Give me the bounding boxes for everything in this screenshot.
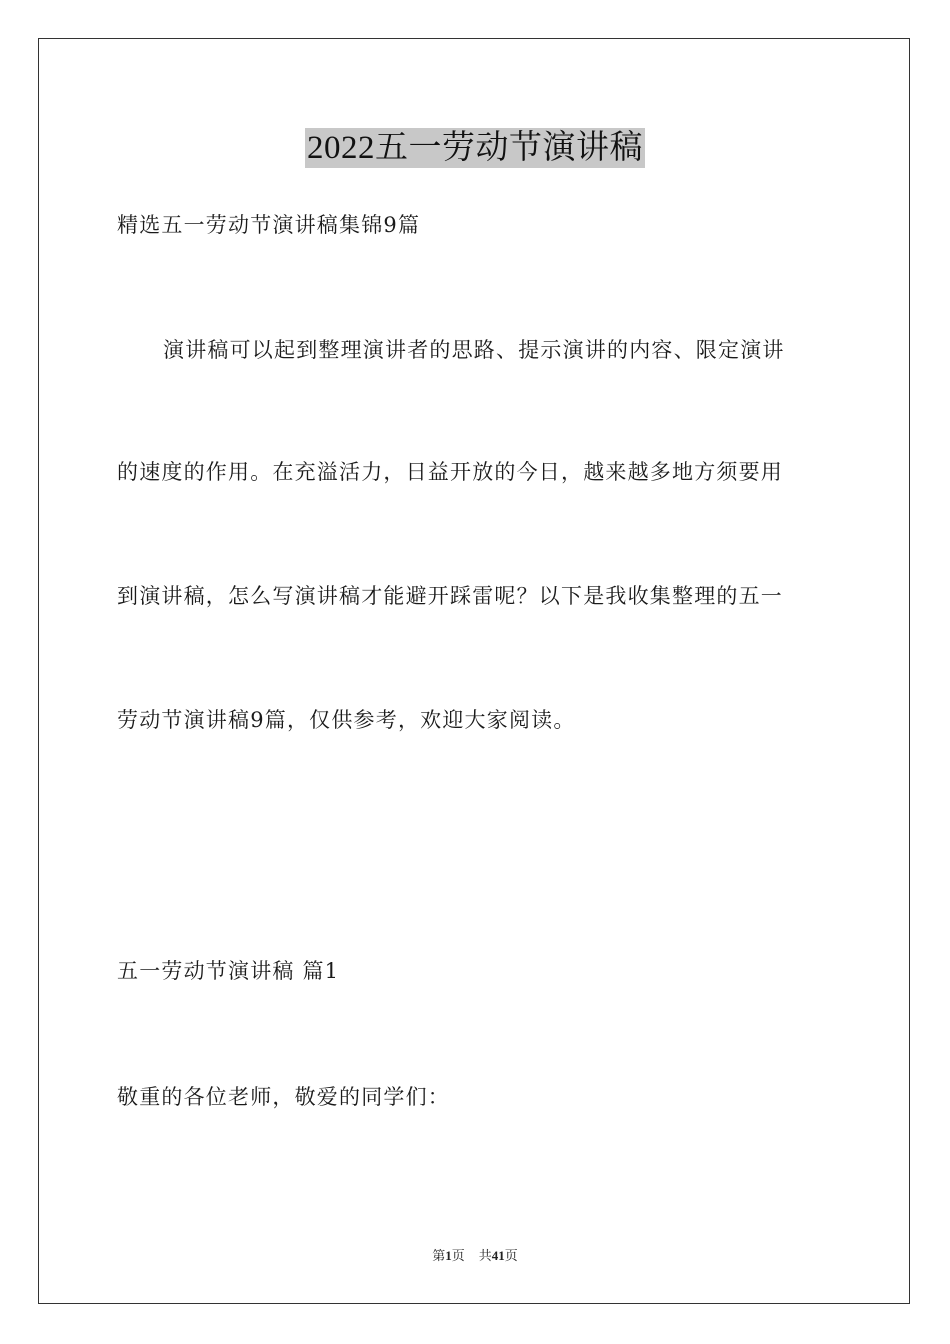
intro-paragraph-line-3: 到演讲稿，怎么写演讲稿才能避开踩雷呢？以下是我收集整理的五一: [117, 584, 783, 608]
page-footer: [0, 1248, 950, 1264]
intro-paragraph-line-1: 演讲稿可以起到整理演讲者的思路、提示演讲的内容、限定演讲: [163, 338, 785, 362]
document-subtitle: 精选五一劳动节演讲稿集锦9篇: [117, 213, 421, 237]
footer-page-prefix: 第: [432, 1248, 446, 1263]
footer-page-suffix: 页: [451, 1248, 465, 1263]
section-heading: 五一劳动节演讲稿 篇1: [117, 959, 340, 983]
footer-total-suffix: 页: [504, 1248, 518, 1263]
salutation: 敬重的各位老师，敬爱的同学们：: [117, 1085, 450, 1109]
intro-paragraph-line-4: 劳动节演讲稿9篇，仅供参考，欢迎大家阅读。: [117, 708, 576, 732]
footer-total-pages: 41: [491, 1248, 505, 1263]
title-container: [0, 128, 950, 168]
intro-paragraph-line-2: 的速度的作用。在充溢活力，日益开放的今日，越来越多地方须要用: [117, 460, 783, 484]
document-title: 2022五一劳动节演讲稿: [307, 130, 643, 166]
footer-total-prefix: 共: [478, 1248, 492, 1263]
footer-page-number: 1: [445, 1248, 452, 1263]
